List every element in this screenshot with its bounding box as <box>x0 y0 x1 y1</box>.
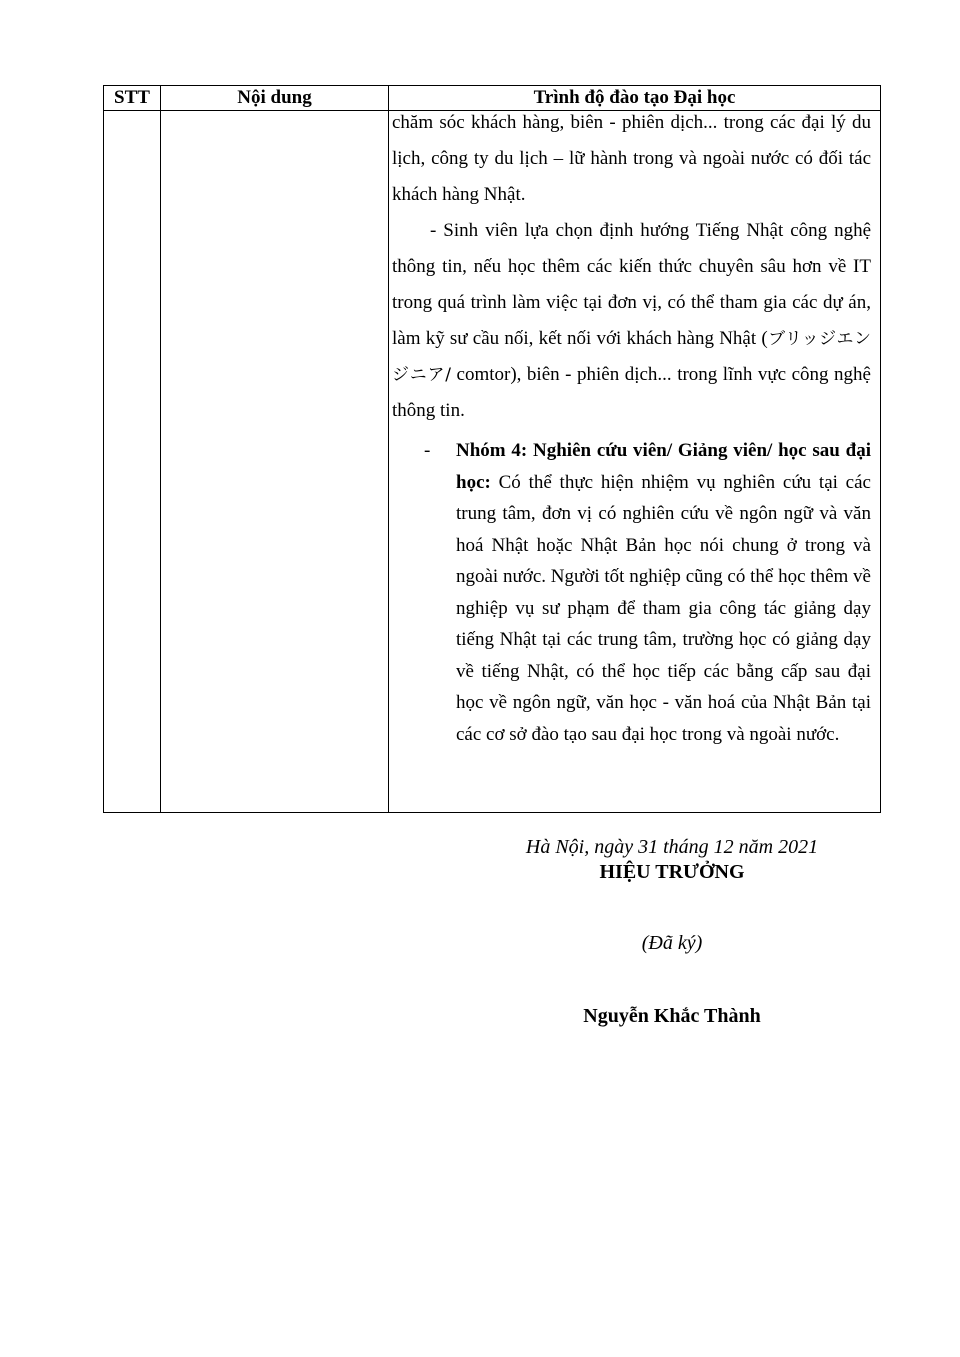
group-4-item <box>392 435 871 755</box>
header-stt: STT <box>104 86 161 111</box>
career-paragraph-it-text-a: Sinh viên lựa chọn định hướng Tiếng Nhật công nghệ thông tin, nếu học thêm các kiến thức chuyên sâu hơn về IT trong quá trình làm việc tại đơn vị, có thể tham gia các dự án, làm kỹ sư cầu nối, kết nối với khách hàng Nhật ( <box>392 220 872 349</box>
signature-title: HIỆU TRƯỞNG <box>599 861 745 883</box>
group-4-description: Có thể thực hiện nhiệm vụ nghiên cứu tại các trung tâm, đơn vị có nghiên cứu về ngôn ngữ và văn hoá Nhật hoặc Nhật Bản học nói chung ở trong và ngoài nước. Người tốt nghiệp cũng có thể học thêm về nghiệp vụ sư phạm để tham gia công tác giảng dạy tiếng Nhật tại các trung tâm, trường học có giảng dạy về tiếng Nhật, có thể học tiếp các bằng cấp sau đại học về ngôn ngữ, văn học - văn hoá của Nhật Bản tại các cơ sở đào tạo sau đại học trong và ngoài nước. <box>456 471 871 745</box>
career-paragraph-1: chăm sóc khách hàng, biên - phiên dịch... trong các đại lý du lịch, công ty du lịch – lữ hành trong và ngoài nước có đối tác khách hàng Nhật. <box>392 112 871 205</box>
dash-mark: - <box>424 440 431 461</box>
group-4-text <box>456 435 871 750</box>
career-paragraph-it-text-b: comtor), biên - phiên dịch... trong lĩnh vực công nghệ thông tin. <box>392 364 871 421</box>
signature-name: Nguyễn Khắc Thành <box>583 1005 761 1027</box>
signature-date: Hà Nội, ngày 31 tháng 12 năm 2021 <box>525 836 819 858</box>
career-paragraph-it <box>392 213 871 429</box>
group-4-title: Nhóm 4: Nghiên cứu viên/ Giảng viên/ học sau đại học: <box>456 440 871 493</box>
header-level: Trình độ đào tạo Đại học <box>389 86 881 111</box>
dash-mark: - <box>430 220 437 241</box>
program-table <box>103 85 881 813</box>
level-body <box>389 105 880 755</box>
cell-content <box>161 111 389 813</box>
cell-level <box>389 111 881 813</box>
signature-signed-note: (Đã ký) <box>641 932 703 954</box>
table-row <box>104 111 881 813</box>
cell-stt <box>104 111 161 813</box>
japanese-term: ブリッジエンジニア/ <box>392 329 871 385</box>
header-content: Nội dung <box>161 86 389 111</box>
